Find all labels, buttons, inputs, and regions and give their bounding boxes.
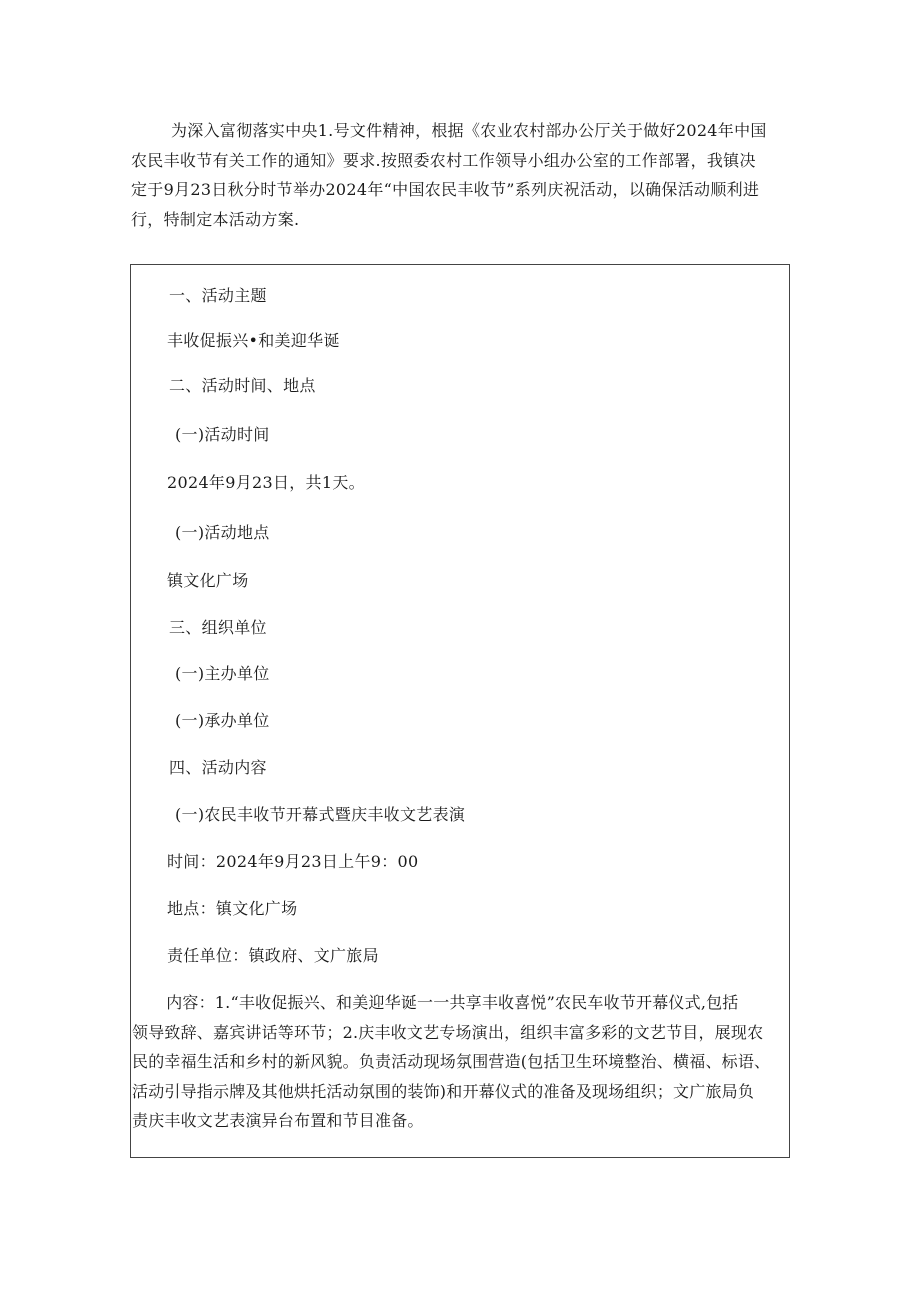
section-heading-content: 四、活动内容 (169, 758, 267, 777)
intro-line: 定于9月23日秋分时节举办2024年“中国农民丰收节”系列庆祝活动，以确保活动顺利进 (131, 180, 760, 199)
item-responsible-unit: 责任单位：镇政府、文广旅局 (167, 946, 379, 965)
theme-text: 丰收促振兴•和美迎华诞 (167, 331, 340, 350)
intro-line: 农民丰收节有关工作的通知》要求.按照委农村工作领导小组办公室的工作部署，我镇决 (131, 150, 756, 170)
item-content-paragraph (132, 988, 784, 1136)
section-heading-theme: 一、活动主题 (169, 286, 267, 305)
section-heading-organizers: 三、组织单位 (169, 618, 267, 637)
content-line: 责庆丰收文艺表演异台布置和节目准备。 (132, 1111, 424, 1130)
content-line: 民的幸福生活和乡村的新风貌。负责活动现场氛围营造(包括卫生环境整治、横福、标语、 (132, 1052, 771, 1071)
item-place: 地点：镇文化广场 (167, 899, 298, 918)
section-heading-time-place: 二、活动时间、地点 (169, 376, 316, 395)
item-title-opening-ceremony: (一)农民丰收节开幕式暨庆丰收文艺表演 (175, 805, 466, 824)
activity-time-text: 2024年9月23日，共1天。 (167, 473, 365, 492)
subheading-activity-time: (一)活动时间 (175, 425, 270, 444)
subheading-host-unit: (一)主办单位 (175, 664, 270, 683)
content-line: 领导致辞、嘉宾讲话等环节；2.庆丰收文艺专场演出，组织丰富多彩的文艺节目，展现农 (132, 1022, 764, 1042)
activity-plan-box (130, 264, 790, 1158)
intro-paragraph (131, 116, 792, 234)
subheading-activity-place: (一)活动地点 (175, 523, 270, 542)
content-line: 活动引导指示牌及其他烘托活动氛围的装饰)和开幕仪式的准备及现场组织；文广旅局负 (132, 1081, 755, 1101)
intro-line: 行，特制定本活动方案. (131, 209, 300, 229)
intro-line: 为深入富彻落实中央1.号文件精神，根据《农业农村部办公厅关于做好2024年中国 (171, 121, 767, 140)
subheading-organizer-unit: (一)承办单位 (175, 711, 270, 730)
activity-place-text: 镇文化广场 (167, 571, 249, 590)
item-time: 时间：2024年9月23日上午9：00 (167, 852, 419, 871)
content-line: 内容：1.“丰收促振兴、和美迎华诞一一共享丰收喜悦”农民车收节开幕仪式,包括 (150, 993, 739, 1012)
